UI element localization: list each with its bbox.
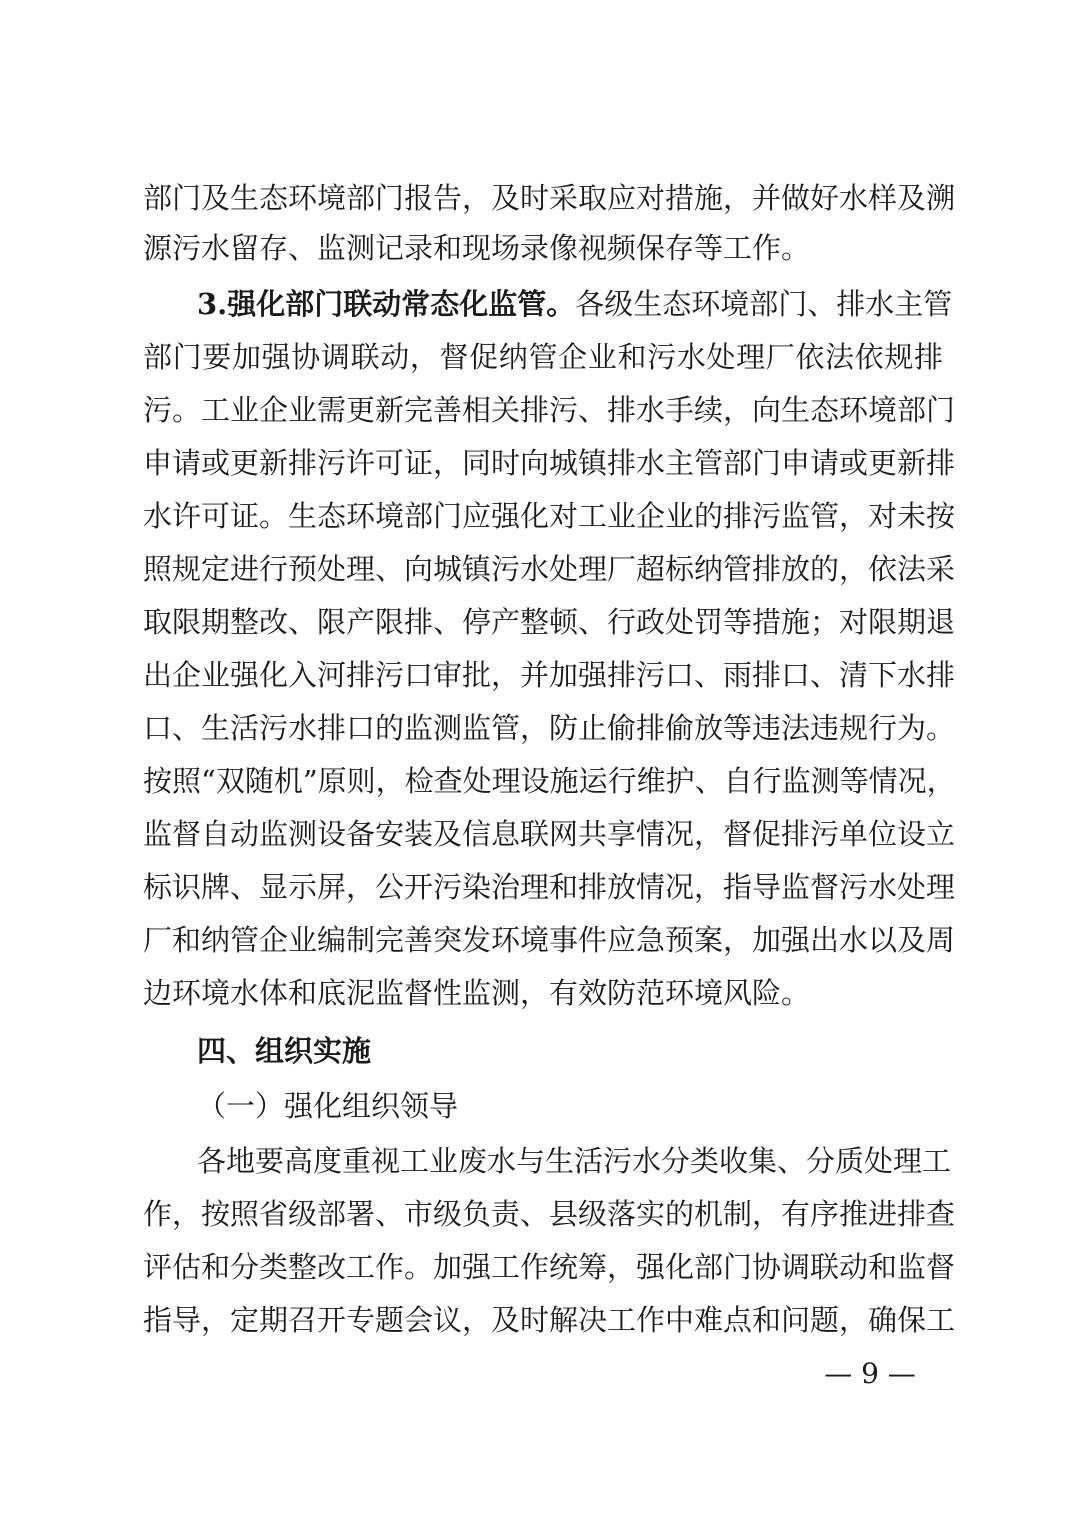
paragraph-line: 部门要加强协调联动，督促纳管企业和污水处理厂依法依规排	[143, 340, 943, 374]
paragraph-line: 申请或更新排污许可证，同时向城镇排水主管部门申请或更新排	[143, 446, 956, 480]
paragraph-line	[197, 278, 953, 330]
section-heading: 四、组织实施	[197, 1034, 372, 1068]
paragraph-line: 源污水留存、监测记录和现场录像视频保存等工作。	[143, 231, 811, 265]
paragraph-line: 厂和纳管企业编制完善突发环境事件应急预案，加强出水以及周	[143, 923, 956, 957]
paragraph-line: 口、生活污水排口的监测监管，防止偷排偷放等违法违规行为。	[143, 711, 956, 745]
paragraph-text: 各级生态环境部门、排水主管	[575, 287, 953, 321]
paragraph-line: 作，按照省级部署、市级负责、县级落实的机制，有序推进排查	[143, 1197, 956, 1231]
bold-lead-in: 3.强化部门联动常态化监管。	[197, 287, 576, 321]
paragraph-line: 监督自动监测设备安装及信息联网共享情况，督促排污单位设立	[143, 817, 956, 851]
paragraph-line: 指导，定期召开专题会议，及时解决工作中难点和问题，确保工	[143, 1303, 956, 1337]
paragraph-line: 照规定进行预处理、向城镇污水处理厂超标纳管排放的，依法采	[143, 552, 956, 586]
paragraph-line: 部门及生态环境部门报告，及时采取应对措施，并做好水样及溯	[143, 181, 956, 215]
paragraph-line: 边环境水体和底泥监督性监测，有效防范环境风险。	[143, 976, 811, 1010]
paragraph-line: 出企业强化入河排污口审批，并加强排污口、雨排口、清下水排	[143, 658, 956, 692]
paragraph-line: 污。工业企业需更新完善相关排污、排水手续，向生态环境部门	[143, 393, 956, 427]
paragraph-line: 评估和分类整改工作。加强工作统筹，强化部门协调联动和监督	[143, 1250, 956, 1284]
page-number: — 9 —	[824, 1357, 916, 1390]
paragraph-line: 水许可证。生态环境部门应强化对工业企业的排污监管，对未按	[143, 499, 956, 533]
paragraph-line: 取限期整改、限产限排、停产整顿、行政处罚等措施；对限期退	[143, 605, 956, 639]
paragraph-line: 标识牌、显示屏，公开污染治理和排放情况，指导监督污水处理	[143, 870, 956, 904]
paragraph-line: 各地要高度重视工业废水与生活污水分类收集、分质处理工	[197, 1144, 952, 1178]
paragraph-line: 按照“双随机”原则，检查处理设施运行维护、自行监测等情况，	[143, 764, 956, 798]
subsection-heading: （一）强化组织领导	[197, 1089, 459, 1123]
